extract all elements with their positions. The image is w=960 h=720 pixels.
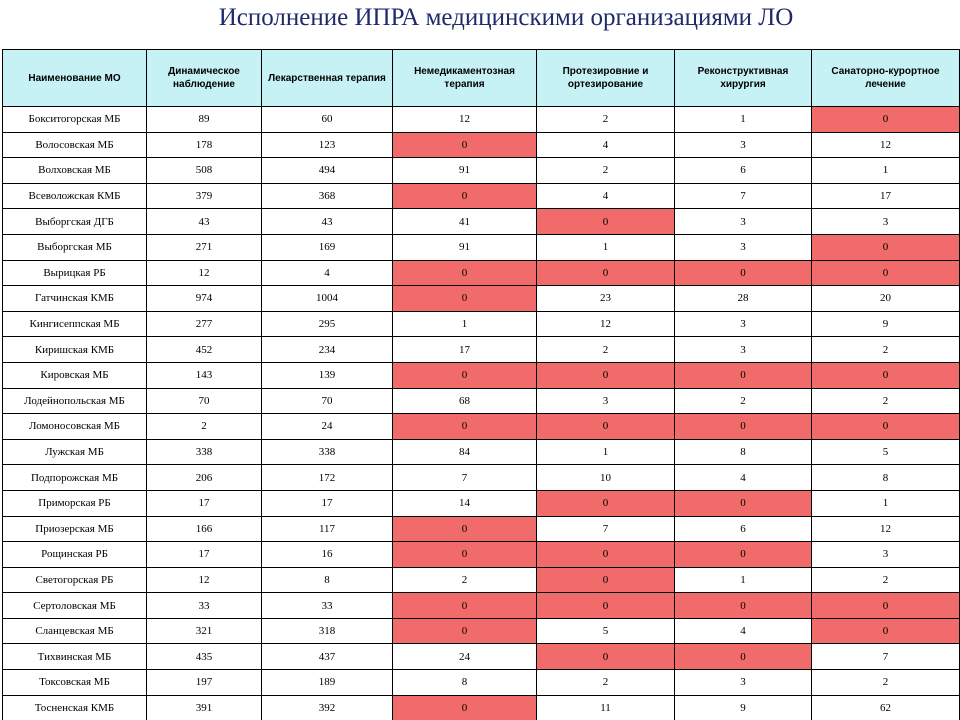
value-cell: 368 (262, 183, 393, 209)
value-cell: 0 (537, 414, 675, 440)
value-cell: 435 (147, 644, 262, 670)
value-cell: 338 (147, 439, 262, 465)
table-row (3, 260, 960, 286)
organization-name-cell: Волосовская МБ (3, 132, 147, 158)
value-cell: 0 (537, 542, 675, 568)
value-cell: 4 (537, 132, 675, 158)
table-row (3, 234, 960, 260)
value-cell: 24 (393, 644, 537, 670)
column-header: Реконструктивная хирургия (675, 50, 812, 107)
column-header: Наименование МО (3, 50, 147, 107)
value-cell: 0 (675, 260, 812, 286)
value-cell: 338 (262, 439, 393, 465)
value-cell: 1 (393, 311, 537, 337)
value-cell: 3 (675, 337, 812, 363)
organization-name-cell: Киришская КМБ (3, 337, 147, 363)
organization-name-cell: Бокситогорская МБ (3, 107, 147, 133)
table-row (3, 362, 960, 388)
value-cell: 1 (675, 107, 812, 133)
value-cell: 7 (675, 183, 812, 209)
value-cell: 0 (393, 618, 537, 644)
value-cell: 12 (393, 107, 537, 133)
organization-name-cell: Подпорожская МБ (3, 465, 147, 491)
value-cell: 60 (262, 107, 393, 133)
table-row (3, 286, 960, 312)
value-cell: 321 (147, 618, 262, 644)
organization-name-cell: Приморская РБ (3, 490, 147, 516)
value-cell: 0 (812, 234, 960, 260)
value-cell: 1 (812, 158, 960, 184)
value-cell: 24 (262, 414, 393, 440)
value-cell: 8 (812, 465, 960, 491)
value-cell: 91 (393, 234, 537, 260)
organization-name-cell: Волховская МБ (3, 158, 147, 184)
value-cell: 0 (393, 260, 537, 286)
value-cell: 89 (147, 107, 262, 133)
value-cell: 10 (537, 465, 675, 491)
table-row (3, 209, 960, 235)
value-cell: 0 (393, 695, 537, 720)
value-cell: 41 (393, 209, 537, 235)
value-cell: 4 (262, 260, 393, 286)
value-cell: 7 (812, 644, 960, 670)
value-cell: 0 (393, 593, 537, 619)
value-cell: 2 (812, 670, 960, 696)
value-cell: 8 (262, 567, 393, 593)
value-cell: 0 (393, 183, 537, 209)
value-cell: 0 (812, 260, 960, 286)
value-cell: 139 (262, 362, 393, 388)
value-cell: 70 (147, 388, 262, 414)
value-cell: 3 (675, 132, 812, 158)
value-cell: 4 (675, 465, 812, 491)
table-row (3, 644, 960, 670)
table-header (3, 50, 960, 107)
value-cell: 0 (537, 362, 675, 388)
value-cell: 0 (393, 362, 537, 388)
table-row (3, 593, 960, 619)
value-cell: 84 (393, 439, 537, 465)
table-row (3, 388, 960, 414)
value-cell: 12 (812, 132, 960, 158)
table-row (3, 414, 960, 440)
value-cell: 1 (537, 439, 675, 465)
organization-name-cell: Всеволожская КМБ (3, 183, 147, 209)
value-cell: 2 (812, 567, 960, 593)
value-cell: 318 (262, 618, 393, 644)
value-cell: 0 (537, 644, 675, 670)
value-cell: 392 (262, 695, 393, 720)
value-cell: 2 (675, 388, 812, 414)
value-cell: 62 (812, 695, 960, 720)
column-header: Санаторно-курортное лечение (812, 50, 960, 107)
table-row (3, 311, 960, 337)
value-cell: 494 (262, 158, 393, 184)
value-cell: 7 (537, 516, 675, 542)
value-cell: 0 (537, 593, 675, 619)
organization-name-cell: Гатчинская КМБ (3, 286, 147, 312)
value-cell: 1 (812, 490, 960, 516)
value-cell: 4 (675, 618, 812, 644)
organization-name-cell: Кировская МБ (3, 362, 147, 388)
value-cell: 178 (147, 132, 262, 158)
value-cell: 189 (262, 670, 393, 696)
value-cell: 437 (262, 644, 393, 670)
value-cell: 3 (537, 388, 675, 414)
value-cell: 70 (262, 388, 393, 414)
value-cell: 43 (147, 209, 262, 235)
value-cell: 2 (537, 670, 675, 696)
value-cell: 16 (262, 542, 393, 568)
value-cell: 3 (812, 542, 960, 568)
organization-name-cell: Тосненская КМБ (3, 695, 147, 720)
value-cell: 5 (537, 618, 675, 644)
value-cell: 12 (537, 311, 675, 337)
table-row (3, 439, 960, 465)
table-row (3, 158, 960, 184)
value-cell: 0 (675, 414, 812, 440)
value-cell: 91 (393, 158, 537, 184)
value-cell: 3 (812, 209, 960, 235)
value-cell: 1 (537, 234, 675, 260)
value-cell: 379 (147, 183, 262, 209)
value-cell: 3 (675, 234, 812, 260)
ipra-table (2, 49, 960, 720)
value-cell: 0 (812, 414, 960, 440)
organization-name-cell: Токсовская МБ (3, 670, 147, 696)
organization-name-cell: Выборгская МБ (3, 234, 147, 260)
value-cell: 33 (147, 593, 262, 619)
organization-name-cell: Вырицкая РБ (3, 260, 147, 286)
value-cell: 0 (675, 593, 812, 619)
value-cell: 8 (675, 439, 812, 465)
value-cell: 0 (812, 593, 960, 619)
value-cell: 11 (537, 695, 675, 720)
column-header: Динамическое наблюдение (147, 50, 262, 107)
value-cell: 2 (537, 337, 675, 363)
column-header: Лекарственная терапия (262, 50, 393, 107)
organization-name-cell: Ломоносовская МБ (3, 414, 147, 440)
value-cell: 166 (147, 516, 262, 542)
value-cell: 7 (393, 465, 537, 491)
value-cell: 5 (812, 439, 960, 465)
value-cell: 12 (812, 516, 960, 542)
value-cell: 2 (147, 414, 262, 440)
value-cell: 2 (812, 337, 960, 363)
value-cell: 28 (675, 286, 812, 312)
value-cell: 277 (147, 311, 262, 337)
table-body (3, 107, 960, 720)
value-cell: 0 (393, 516, 537, 542)
value-cell: 2 (393, 567, 537, 593)
value-cell: 295 (262, 311, 393, 337)
value-cell: 23 (537, 286, 675, 312)
value-cell: 6 (675, 516, 812, 542)
value-cell: 20 (812, 286, 960, 312)
table-row (3, 618, 960, 644)
value-cell: 197 (147, 670, 262, 696)
table-row (3, 465, 960, 491)
value-cell: 17 (147, 542, 262, 568)
table-row (3, 132, 960, 158)
value-cell: 0 (812, 107, 960, 133)
value-cell: 12 (147, 260, 262, 286)
table-row (3, 107, 960, 133)
page-title: Исполнение ИПРА медицинскими организациями ЛО (218, 4, 794, 31)
value-cell: 68 (393, 388, 537, 414)
organization-name-cell: Приозерская МБ (3, 516, 147, 542)
value-cell: 0 (537, 209, 675, 235)
value-cell: 0 (675, 490, 812, 516)
value-cell: 1004 (262, 286, 393, 312)
table-row (3, 490, 960, 516)
value-cell: 3 (675, 311, 812, 337)
table-row (3, 670, 960, 696)
value-cell: 2 (537, 158, 675, 184)
value-cell: 9 (812, 311, 960, 337)
value-cell: 117 (262, 516, 393, 542)
value-cell: 17 (393, 337, 537, 363)
organization-name-cell: Кингисеппская МБ (3, 311, 147, 337)
value-cell: 12 (147, 567, 262, 593)
value-cell: 33 (262, 593, 393, 619)
value-cell: 4 (537, 183, 675, 209)
value-cell: 0 (675, 542, 812, 568)
value-cell: 169 (262, 234, 393, 260)
value-cell: 0 (393, 286, 537, 312)
value-cell: 17 (262, 490, 393, 516)
column-header: Протезировние и ортезирование (537, 50, 675, 107)
value-cell: 0 (393, 414, 537, 440)
value-cell: 17 (147, 490, 262, 516)
organization-name-cell: Лужская МБ (3, 439, 147, 465)
value-cell: 143 (147, 362, 262, 388)
value-cell: 271 (147, 234, 262, 260)
table-row (3, 516, 960, 542)
table-row (3, 567, 960, 593)
organization-name-cell: Светогорская РБ (3, 567, 147, 593)
value-cell: 0 (537, 567, 675, 593)
table-row (3, 542, 960, 568)
organization-name-cell: Сланцевская МБ (3, 618, 147, 644)
header-row (3, 50, 960, 107)
value-cell: 206 (147, 465, 262, 491)
value-cell: 0 (812, 618, 960, 644)
value-cell: 2 (537, 107, 675, 133)
organization-name-cell: Выборгская ДГБ (3, 209, 147, 235)
value-cell: 508 (147, 158, 262, 184)
value-cell: 0 (537, 260, 675, 286)
value-cell: 8 (393, 670, 537, 696)
organization-name-cell: Рощинская РБ (3, 542, 147, 568)
value-cell: 123 (262, 132, 393, 158)
column-header: Немедикаментозная терапия (393, 50, 537, 107)
organization-name-cell: Лодейнопольская МБ (3, 388, 147, 414)
organization-name-cell: Тихвинская МБ (3, 644, 147, 670)
value-cell: 0 (393, 542, 537, 568)
value-cell: 452 (147, 337, 262, 363)
value-cell: 3 (675, 209, 812, 235)
table-row (3, 695, 960, 720)
value-cell: 234 (262, 337, 393, 363)
value-cell: 43 (262, 209, 393, 235)
value-cell: 0 (812, 362, 960, 388)
value-cell: 0 (675, 644, 812, 670)
value-cell: 1 (675, 567, 812, 593)
value-cell: 0 (537, 490, 675, 516)
value-cell: 0 (393, 132, 537, 158)
table-row (3, 337, 960, 363)
value-cell: 6 (675, 158, 812, 184)
organization-name-cell: Сертоловская МБ (3, 593, 147, 619)
value-cell: 3 (675, 670, 812, 696)
value-cell: 391 (147, 695, 262, 720)
value-cell: 9 (675, 695, 812, 720)
value-cell: 0 (675, 362, 812, 388)
value-cell: 17 (812, 183, 960, 209)
value-cell: 2 (812, 388, 960, 414)
table-row (3, 183, 960, 209)
value-cell: 14 (393, 490, 537, 516)
value-cell: 172 (262, 465, 393, 491)
value-cell: 974 (147, 286, 262, 312)
